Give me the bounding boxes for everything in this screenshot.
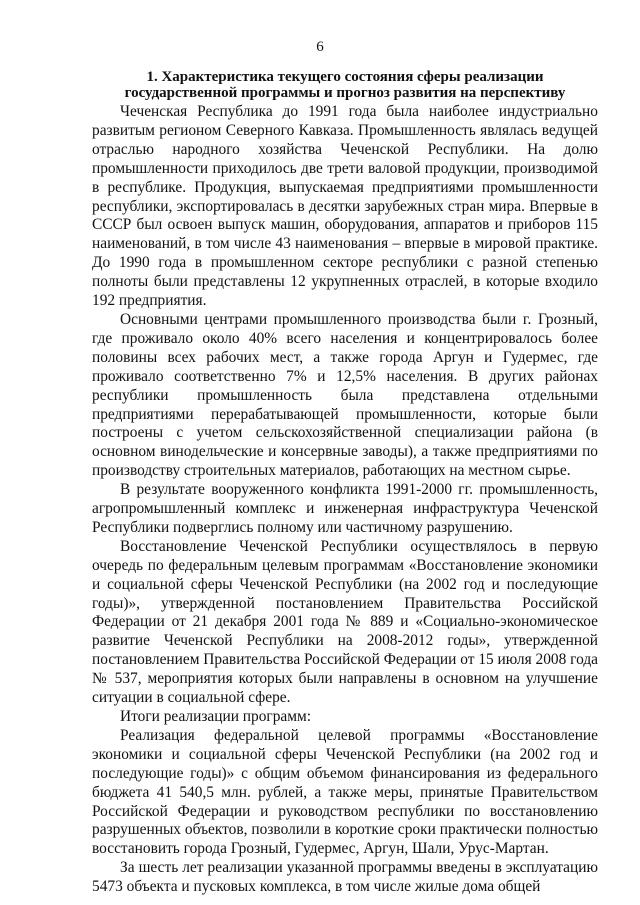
body-text	[92, 103, 598, 897]
paragraph-armed-conflict: В результате вооруженного конфликта 1991-2000 гг. промышленность, агропромышленный комплекс и инженерная инфраструктура Чеченской Республики подверглись полному или частичному разрушению.	[92, 481, 598, 536]
section-heading	[92, 69, 598, 101]
section-heading-line-2: государственной программы и прогноз развития на перспективу	[124, 85, 566, 101]
section-heading-line-1: 1. Характеристика текущего состояния сферы реализации	[146, 69, 544, 85]
paragraph-restoration-programs: Восстановление Чеченской Республики осуществлялось в первую очередь по федеральным целевым программам «Восстановление экономики и социальной сферы Чеченской Республики (на 2002 год и последующие годы)», утвержденной постановлением Правительства Российской Федерации от 21 декабря 2001 года № 889 и «Социально-экономическое развитие Чеченской Республики на 2008-2012 годы», утвержденной постановлением Правительства Российской Федерации от 15 июля 2008 года № 537, мероприятия которых были направлены в основном на улучшение ситуации в социальной сфере.	[92, 537, 598, 707]
paragraph-program-results-title: Итоги реализации программ:	[120, 708, 312, 725]
paragraph-industrial-centers: Основными центрами промышленного производства были г. Грозный, где проживало около 40% всего населения и концентрировалось более половины всех рабочих мест, а также города Аргун и Гудермес, где проживало соответственно 7% и 12,5% населения. В других районах республики промышленность была представлена отдельными предприятиями перерабатывающей промышленности, которые были построены с учетом сельскохозяйственной специализации района (в основном винодельческие и консервные заводы), а также предприятиями по производству строительных материалов, работающих на местном сырье.	[92, 310, 598, 480]
paragraph-program-implementation: Реализация федеральной целевой программы «Восстановление экономики и социальной сферы Чеченской Республики (на 2002 год и последующие годы)» с общим объемом финансирования из федерального бюджета 41 540,5 млн. рублей, а также меры, принятые Правительством Российской Федерации и руководством республики по восстановлению разрушенных объектов, позволили в короткие сроки практически полностью восстановить города Грозный, Гудермес, Аргун, Шали, Урус-Мартан.	[92, 726, 598, 858]
page-number: 6	[316, 39, 324, 55]
paragraph-industry-history: Чеченская Республика до 1991 года была наиболее индустриально развитым регионом Северного Кавказа. Промышленность являлась ведущей отраслью народного хозяйства Чеченской Республики. На долю промышленности приходилось две трети валовой продукции, производимой в республике. Продукция, выпускаемая предприятиями промышленности республики, экспортировалась в десятки зарубежных стран мира. Впервые в СССР был освоен выпуск машин, оборудования, аппаратов и приборов 115 наименований, в том числе 43 наименования – впервые в мировой практике. До 1990 года в промышленном секторе республики с разной степенью полноты были представлены 12 укрупненных отраслей, в которые входило 192 предприятия.	[92, 103, 598, 310]
paragraph-commissioned-objects: За шесть лет реализации указанной программы введены в эксплуатацию 5473 объекта и пусковых комплекса, в том числе жилые дома общей	[92, 859, 598, 896]
